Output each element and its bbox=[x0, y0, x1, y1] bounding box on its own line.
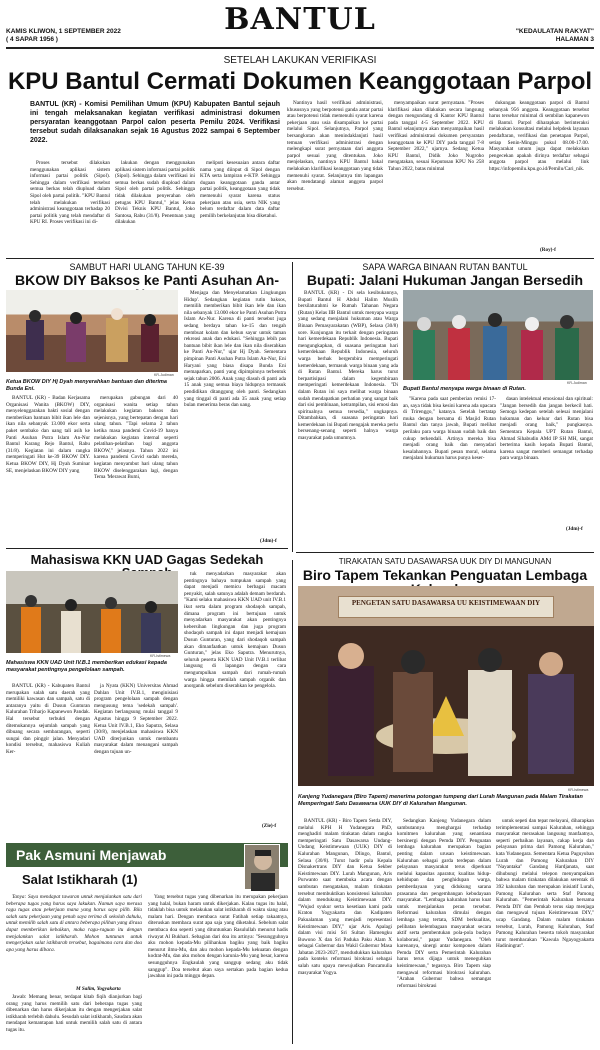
s6-banner-text: Pak Asmuni Menjawab bbox=[16, 847, 167, 863]
s5-col1-text: BANTUL (KR) - Biro Tapem Setda DIY, melalui KPH H Yudanegara PhD, menghadiri malam tirakatan dalam rangka memperingati Satu Dasawarsa Undang-Undang Keistimewaan (UUK) DIY di Kalurahan Mangunan, Dlingo, Bantul, Selasa (30/8). Turut hadir pula Kepala Disnakertrans DIY dan Ketua Sekber Keistimewaan DIY. Lurah Mangunan, Aris Purwanto saat membuka acara dengan sambutan mengatakan, malam tirakatan tersebut membuktikan konsistensi kalurahan dalam mendukung Keistimewaan DIY. "Wujud syukur serta kesetiaan kami pada Kraton Yogyakarta dan Kadipaten Pakualaman yang menjadi representasi Keistimewaan DIY," ujar Aris. Apalagi dalam visi misi Sri Sultan Hamengku Buwono X dan Sri Paduka Paku Alam X sebagai Gubernur dan Wakil Gubernur Masa Jabatan 2023-2027, mendudukkan kalurahan pada konteks reformasi birokrasi sebagai salah satu upaya mewujudkan Pancamulia masyarakat Yogya. bbox=[298, 818, 392, 976]
s2-col2-text: merupakan gabungan dari 40 organisasi wanita setiap tahun melakukan kegiatan baksos dan sejenisnya, yang bertepatan dengan hari ulang tahun. "Tapi selama 2 tahun ketika masa pandemi Covid-19 hanya melakukan kegiatan internal seperti pelatihan-pelatihan bagi anggota BKOW," jelasnya. Tahun 2022 ini karena pandemi Covid sudah mereda, kegiatan menyambut hari ulang tahun BKOW diselenggarakan lagi, dengan Tema 'Merawat Bumi, bbox=[94, 395, 178, 481]
s3-photo-credit: KR-Judiman bbox=[567, 381, 587, 385]
s1-col2-text: lakukan dengan menggunakan aplikasi sistem informasi partai politik (Sipol). Sehingga dalam verifikasi ini semua berkas sudah diupload dalam Sipol oleh partai politik. Sehingga tidak dilakukan penyerahan oleh petugas KPU Bantul," jelas Ketua Divisi Teknis KPU Bantul, Joko Santosa, Rabu (31/8). Penentuan yang dilakukan bbox=[115, 160, 195, 226]
s6-question-text: Tanya: Saya mendapat tawaran untuk menjalankan satu dari beberapa tugas yang harus saya lakukan. Namun saya merasa ragu tugas atau pekerjaan mana yang harus saya pilih. Bila salah satu pekerjaan yang penuh saya terima di sekolah dahulu, untuk memilih salah satu di antara beberapa pilihan yang dirasa dapat memberikan kebaikan, maka ragu-raguan itu dengan menjalankan salat istikharah. Mohon tuntunan untuk mengerjakan salat istikharah tersebut, bagaimana cara dan doa apa yang harus dibaca. bbox=[6, 894, 142, 953]
s4-col2-text: ja Nyata (KKN) Universitas Ahmad Dahlan Unit IV.B.1, menginisiasi program pengelolaan sampah dengan mengusung tema 'sedekah sampah'. Kegiatan berlangsung mulai tanggal 9 Agustus hingga 9 September 2022. Ketua Unit IV.B.1, Eko Saputra, Selasa (30/8), menjelaskan mahasiswa KKN UAD diterjunkan untuk membantu masyarakat dalam menangani sampah dengan tujuan un- bbox=[94, 683, 178, 755]
s6-answer2 bbox=[148, 894, 288, 1044]
s3-photo bbox=[403, 290, 593, 380]
s4-col1 bbox=[6, 683, 90, 823]
s5-col2 bbox=[397, 818, 491, 1046]
issue-date: KAMIS KLIWON, 1 SEPTEMBER 2022 bbox=[6, 28, 121, 35]
s1-kicker: SETELAH LAKUKAN VERIFIKASI bbox=[223, 55, 377, 66]
s5-photo-figures bbox=[298, 586, 594, 786]
s3-col2 bbox=[403, 396, 496, 546]
s4-col2 bbox=[94, 683, 178, 823]
vertical-rule-2 bbox=[292, 560, 293, 1044]
s6-question bbox=[6, 894, 142, 984]
s5-caption: Kanjeng Yudanegara (Biro Tapem) menerima potongan tumpeng dari Lurah Mangunan pada Malam Tirakatan Memperingati Satu Dasawarsa UUK DIY di Kalurahan Mangunan. bbox=[298, 794, 583, 807]
s2-photo-credit: KR-Judiman bbox=[154, 373, 174, 377]
masthead-right bbox=[440, 28, 594, 44]
s4-col3 bbox=[184, 571, 286, 821]
s5-col3 bbox=[496, 818, 594, 1046]
paper-motto: "KEDAULATAN RAKYAT" bbox=[515, 28, 594, 35]
s3-signature: (Jdm)-f bbox=[566, 526, 583, 532]
s4-photo-figures bbox=[6, 571, 178, 653]
s2-col3 bbox=[184, 290, 286, 530]
s6-answer1 bbox=[6, 994, 142, 1046]
page-number: HALAMAN 3 bbox=[555, 36, 594, 43]
s5-photo-credit: KR-Istimewa bbox=[568, 788, 589, 792]
s2-signature: (Jdm)-f bbox=[260, 538, 277, 544]
s5-col1 bbox=[298, 818, 392, 1046]
s2-photo-figures bbox=[6, 290, 178, 372]
s2-s4-rule bbox=[6, 548, 288, 549]
s5-col2-text: Sedangkan Kanjeng Yudanegara dalam sambutannya menghargai terhadap komitmen kalurahan yang senantiasa bersinergi dengan Pemda DIY. Penguatan lembaga kalurahan merupakan bagian penting dalam urusan keistimewaan. Kalurahan sebagai garda terdepan dalam pelayanan masyarakat terus diperkuat melalui kapasitas aparatur, kualitas hidup-kehidupan dan penghidupan warga, pemberdayaan yang didukung sarana prasarana dan pengembangan kebudayaan masyarakat. "Lembaga kalurahan harus kuat untuk menjalankan peran tersebut. Reformasi kalurahan dimulai dengan lembaga yang tertata, SDM berkualitas, pelibatan kelembagaan masyarakat secara aktif serta pembentukan pola-pola budaya kolaborasi," papar Yudanegara. "Oleh karenanya, sinergi antar komponen dalam Pemda DIY serta Pemerintah Kalurahan harus terus dijaga untuk meneguhkan keistimewaan," tegasnya. Biro Tapem siap mengawal reformasi birokrasi kalurahan. "Arahan Gubernur bahwa semangat reformasi birokrasi bbox=[397, 818, 491, 989]
s2-photo bbox=[6, 290, 178, 372]
s4-photo-credit: KR-Istimewa bbox=[150, 654, 171, 658]
javanese-date: ( 4 SAPAR 1956 ) bbox=[6, 36, 58, 43]
person-icon bbox=[245, 845, 281, 891]
s4-col3-text: tuk menyadarkan masyarakat akan pentingnya bahaya tumpukan sampah yang dapat menjadi memicu berbagai macam penyakit, salah satunya adalah demam berdarah. "Kami selaku mahasiswa KKN UAD unit IV.B.1 ikut serta dalam program shodaqoh sampah, dimana program ini bertujuan untuk menyadarkan masyarakat akan pentingnya kebersihan lingkungan dan juga program shodaqoh sampah ini dapat menjadi kemajuan Dusun Gunturan, yang dari shodaqoh sampah akan dimanfaatkan untuk kemajuan Dusun Gunturan," jelas Eko Saputra. Menurutnya, seluruh peserta KKN UAD Unit IV.B.1 terlibat langsung di lapangan dengan cara mengumpulkan sampah dari rumah-rumah warga hingga memilah sampah organik dan anorganik sebelum diserahkan ke pengelola. bbox=[184, 571, 286, 690]
s5-kicker: TIRAKATAN SATU DASAWARSA UUK DIY DI MANGUNAN bbox=[338, 557, 552, 566]
s1-col3 bbox=[200, 160, 280, 256]
s1-col1-text: Proses tersebut dilakukan menggunakan aplikasi sistem informasi partai politik (Sipol). Sehingga dalam verifikasi tersebut semua berkas telah diupload dalam Sipol oleh partai politik. "KPU Bantul telah melakukan verifikasi administrasi keanggotaan terhadap 20 partai politik yang telah mendaftar di KPU RI. Proses verifikasi ini di- bbox=[30, 160, 110, 226]
s3-s5-rule bbox=[296, 552, 594, 553]
s1-col4 bbox=[287, 100, 383, 256]
s1-col5 bbox=[388, 100, 484, 256]
s6-title: Salat Istikharah (1) bbox=[22, 872, 138, 887]
s3-col1 bbox=[298, 290, 398, 552]
columnist-avatar bbox=[244, 844, 280, 890]
s2-headline: BKOW DIY Baksos ke Panti Asuhan An- bbox=[15, 272, 279, 288]
s1-col3-text: meliputi kesesuaian antara daftar nama yang diinput di Sipol dengan KTA serta lampiran e-KTP. Sehingga dugaan keanggotaan ganda antar partai politik, keanggotaan yang tidak memenuhi syarat karena status pekerjaan atau usia, serta NIK yang belum terdaftar dalam data daftar pemilih berkelanjutan bisa diketahui. bbox=[200, 160, 280, 219]
s2-col1-text: BANTUL (KR) - Badan Kerjasama Organisasi Wanita (BKOW) DIY, menyelenggarakan bakti sosial dengan memberikan bantuan bibit ikan lele dan ikan nila sebanyak 13.000 ekor serta paket sembako dan uang tali asih ke Panti Asuhan Putra Islam An-Nur Bantul Karang Rejo Bantul, Rabu (31/8). Kegiatan ini dalam rangka memperingati Hut ke-39 BKOW DIY. Ketua BKOW DIY, Hj Dyah Suminar SE, menjelaskan BKOW DIY yang bbox=[6, 395, 90, 474]
s6-asker: M Salim, Yogyakarta bbox=[76, 986, 121, 992]
section-name: BANTUL bbox=[224, 2, 376, 37]
s4-headline: Mahasiswa KKN UAD Gagas Sedekah bbox=[30, 552, 264, 567]
s3-col3-text: dasan intelektual emosional dan spiritual: "Jangan bersedih dan jangan berkecil hati. Semoga kedepan setelah selesai menjalani hukuman dan keluar dari Rutan bisa menjadi orang baik," pungkasnya. Sementara Kepala UPT Rutan Bantul, Ahmad Sihabudin AMd IP SH MH, sangat berterima kasih kepada Bupati Bantul, karena sangat memberi semangat terhadap para warga binaan. bbox=[500, 396, 593, 462]
s4-signature: (Zie)-f bbox=[262, 823, 277, 829]
s4-col1-text: BANTUL (KR) - Kabupaten Bantul merupakan salah satu daerah yang memiliki kawasan dan sampah, satu di antaranya yaitu di Dusun Gunturan Kalurahan Triharjo Kapanewon Pandak. Hal tersebut terbukti dengan ditemukannya sejumlah sampah yang dibuang secara sembarangan, seperti sungai dan pinggir jalan. Menyadari kondisi tersebut, mahasiswa Kuliah Ker- bbox=[6, 683, 90, 755]
s2-caption: Ketua BKOW DIY Hj Dyah menyerahkan bantuan dan diterima Bunda Eni. bbox=[6, 379, 167, 392]
s5-photo-banner: PENGETAN SATU DASAWARSA UU KEISTIMEWAAN DIY bbox=[338, 596, 554, 618]
s1-lead: BANTUL (KR) - Komisi Pemilihan Umum (KPU) Kabupaten Bantul sejauh ini tengah melaksanakan kegiatan verifikasi administrasi dokumen persyaratan keanggotaan Parpol calon peserta Pemilu 2024. Verifikasi tersebut sudah dilaksanakan sejak 16 Agustus 2022 sampai 6 September 2022. bbox=[30, 101, 280, 144]
s4-caption: Mahasiswa KKN UAD Unit IV.B.1 memberikan edukasi kepada masyarakat pentingnya pengelolaan sampah. bbox=[6, 660, 167, 673]
s1-col1 bbox=[30, 160, 110, 256]
s2-col3-text: Menjaga dan Menyelamatkan Lingkungan Hidup'. Sedangkan kegiatan rutin baksos, memilih memberikan bibit ikan lele dan ikan nila sebanyak 13.000 ekor ke Panti Asuhan Putra Islam An-Nur. Karena di panti tersebut juga sedang berdaya tahan ke-15 dan tengah membuat kolam dan kebun sayur untuk taman rekreasi anak dan edukasi. "Sehingga lebih pas bantuan bibit ikan lele dan ikan nila diserahkan ke Panti An-Nur," ujar Hj Dyah. Sementara pimpinan Panti Asuhan Putra Islam An-Nur, Eni Haryani yang biasa disapa Bunda Eni memaparkan, panti yang dipimpinnya terbentuk sejak tahun 2006. Anak yang diasuh di panti ada 15 anak yang semua biaya hidupnya termasuk pendidikan ditanggung oleh panti. Sedangkan yang tinggal di panti ada 35 anak yang setiap bulan menerima beras dan uang. bbox=[184, 290, 286, 409]
s3-col3 bbox=[500, 396, 593, 522]
s6-banner bbox=[6, 843, 288, 867]
s4-photo bbox=[6, 571, 178, 653]
s6-answer2-text: Yang tersebut tugas yang dibenarkan itu merupakan pekerjaan yang halal, bukan haram untuk dikerjakan. Kalau tugas itu halal, tidaklah bisa untuk melakukan salat istikharah di waktu siang atau malam hari. Dengan membaca surat Fatihah setiap rakaatnya, diteruskan membaca surat apa saja yang diketahui. Sebelum salat membaca doa seperti yang dituntunkan Rasulullah menurut hadis riwayat Al Bukhari. Sebagian dari doa itu artinya: "Sesungguhnya aku mohon kepada-Mu pilihankan bagiku yang baik bagiku menurut ilmu-Mu, dan aku mohon kepada-Mu kekuatan dengan kodrat-Mu, dan aku mohon dengan karunia-Mu yang besar, karena sesungguhnya Engkaulah yang sanggup sedang aku tidak sanggup". Doa tersebut akan saya sertakan pada bagian kedua jawaban ini pada minggu depan. bbox=[148, 894, 288, 980]
s1-signature: (Roy)-f bbox=[540, 247, 556, 253]
s5-photo bbox=[298, 586, 594, 786]
s3-caption: Bupati Bantul menyapa warga binaan di Rutan. bbox=[403, 386, 526, 392]
s2-col1 bbox=[6, 395, 90, 537]
s1-col4-text: Nantinya hasil verifikasi administrasi, khususnya yang berpotensi ganda antar partai atau berpotensi tidak memenuhi syarat karena pekerjaan atau usia disampaikan ke partai melalui Sipol. Selanjutnya, Parpol yang bersangkutan akan menindaklanjuti hasil temuan verifikasi administrasi dengan melengkapi surat pernyataan dari anggota parpol sesuai yang ditentukan. Joko menjelaskan, nantinya KPU Bantul bakal melakukan klarifikasi keanggotaan yang tidak memenuhi syarat. Selanjutnya tim lapangan akan mendatangi alamat anggota parpol tersebut. bbox=[287, 100, 383, 192]
s5-headline: Biro Tapem Tekankan Penguatan Lembaga bbox=[302, 567, 588, 583]
s1-rule bbox=[6, 258, 594, 259]
s3-kicker: SAPA WARGA BINAAN RUTAN BANTUL bbox=[362, 262, 528, 272]
s3-headline: Bupati: Jalani Hukuman Jangan Bersedih bbox=[306, 272, 584, 288]
s3-photo-figures bbox=[403, 290, 593, 380]
s3-col2-text: "Karena pada saat pemberian remisi 17-an, saya tidak bisa kesini karena ada upacara di Trirenggo," katanya. Setelah bertatap muka dengan bersama di Masjid Rutan Bantul dan tanya jawab, Bupati melihat perilaku para warga binaan sudah baik dan cukup terkendali. Artinya mereka bisa menjadi orang baik dan menyadari kesalahannya. Bupati pesan moral, selama menjalani hukuman harus punya keser- bbox=[403, 396, 496, 462]
s1-col6-text: dukungan keanggotaan parpol di Bantul sebanyak 956 anggota. Keanggotaan tersebut harus tersebar minimal di sembilan kapanewon di Bantul. Parpol diharapkan berinteraksi melakukan konsultasi melalui helpdesk layanan pendaftaran, verifikasi dan penetapan Parpol, setiap Senin-Minggu pukul 08.00-17.00. Masyarakat umum juga dapat melakukan pengecekan apakah dirinya terdaftar sebagai anggota parpol atau melalui link https://infopemilu.kpu.go.id/Pemilu/Cari_nik. bbox=[489, 100, 589, 172]
s1-col2 bbox=[115, 160, 195, 256]
s2-col2 bbox=[94, 395, 178, 537]
s6-answer1-text: Jawab: Memang benar, terdapat kitab fiqih dianjurkan bagi orang yang harus memilih satu dari beberapa tugas yang dibenarkan dan harus dikerjakan itu dengan mengerjakan salat istikharah terlebih dahulu. Sesudah salat istikharah, Saudara akan mendapat kemantapan hati untuk memilih salah satu di antara tugas itu. bbox=[6, 994, 142, 1033]
s3-col1-text: BANTUL (KR) - Di sela kesibukannya, Bupati Bantul H Abdul Halim Muslih bersilaturahmi ke Rumah Tahanan Negara (Rutan) Kelas IIB Bantul untuk menyapa warga yang sedang menjalani hukuman atau Warga Binaan Pemasyarakatan (WBP), Selasa (30/8) sore. Kunjungan itu terkait dengan peringatan hari kemerdekaan Republik Indonesia. Bupati mengungkapkan, di suasana peringatan hari kemerdekaan Republik Indonesia, seluruh warga berhak bergembira memperingati kemerdekaan, termasuk warga binaan yang ada di Rutan Bantul. Mereka harus turut berpartisipasi dalam kegembiraan memperingati kemerdekaan Indonesia. "Di dalam Rutan ini saya melihat warga binaan sudah mendapatkan perhatian yang sangat baik dari sisi pembinaan, ketrampilan, sisi emosi dan spiritualnya semua tersedia," ungkapnya. Ditambahkan, di suasana peringatan hari kemerdekaan ini Bupati mengajak mereka perlu bersenang-senang seperti halnya warga masyarakat pada umumnya. bbox=[298, 290, 398, 442]
masthead-rule bbox=[6, 47, 594, 49]
vertical-rule-1 bbox=[292, 262, 293, 552]
s2-kicker: SAMBUT HARI ULANG TAHUN KE-39 bbox=[69, 262, 225, 272]
s1-headline: KPU Bantul Cermati Dokumen Keanggotaan Parpol bbox=[7, 68, 593, 95]
s1-col5-text: menyampaikan surat pernyataan. "Proses klarifikasi akan dilakukan secara langsung dengan mengundang di Kantor KPU Bantul pada tanggal 4-5 September 2022. KPU Bantul selanjutnya akan menyampaikan hasil verifikasi administrasi dokumen persyaratan keanggotaan ke KPU DIY pada tanggal 7-8 September 2022," ujarnya. Sedang Ketua KPU Bantul, Didik Joko Nugroho mengatakan, sesuai Keputusan KPU No 258 Tahun 2022, batas minimal bbox=[388, 100, 484, 172]
s5-col3-text: untuk sepeti dan tepat melayani, diharapkan terimplementasi sampai Kalurahan, sehingga masyarakat merasakan langsung manfaatnya, seperti perbaikan layanan, cakap kerja dan pelayanan prima dari Pamong Kalurahan," kata Yudanegara. Sementara Ketua Paguyuban Lurah dan Pamong Kalurahan DIY "Nayantaka" Gandang Hardjanata, saat dihubungi melalui telepon menyampaikan bahwa malam tirakatan dilakukan serentak di 392 kalurahan dan merupakan inisiatif Lurah, Pamong Kalurahan serta Staf Pamong Kalurahan. "Pemerintah Kalurahan bersama Pemda DIY dan Pemkab terus siap menjaga dan mengawal tujuan Keistimewaan DIY," ucap Gandang. Dalam malam tirakatan tersebut, Lurah, Pamong Kalurahan, Staf Pamong Kalurahan beserta tokoh masyarakat turut membacakan "Kawula Ngayogyakarta Hadiningrat". bbox=[496, 818, 594, 950]
s1-col6 bbox=[489, 100, 589, 246]
